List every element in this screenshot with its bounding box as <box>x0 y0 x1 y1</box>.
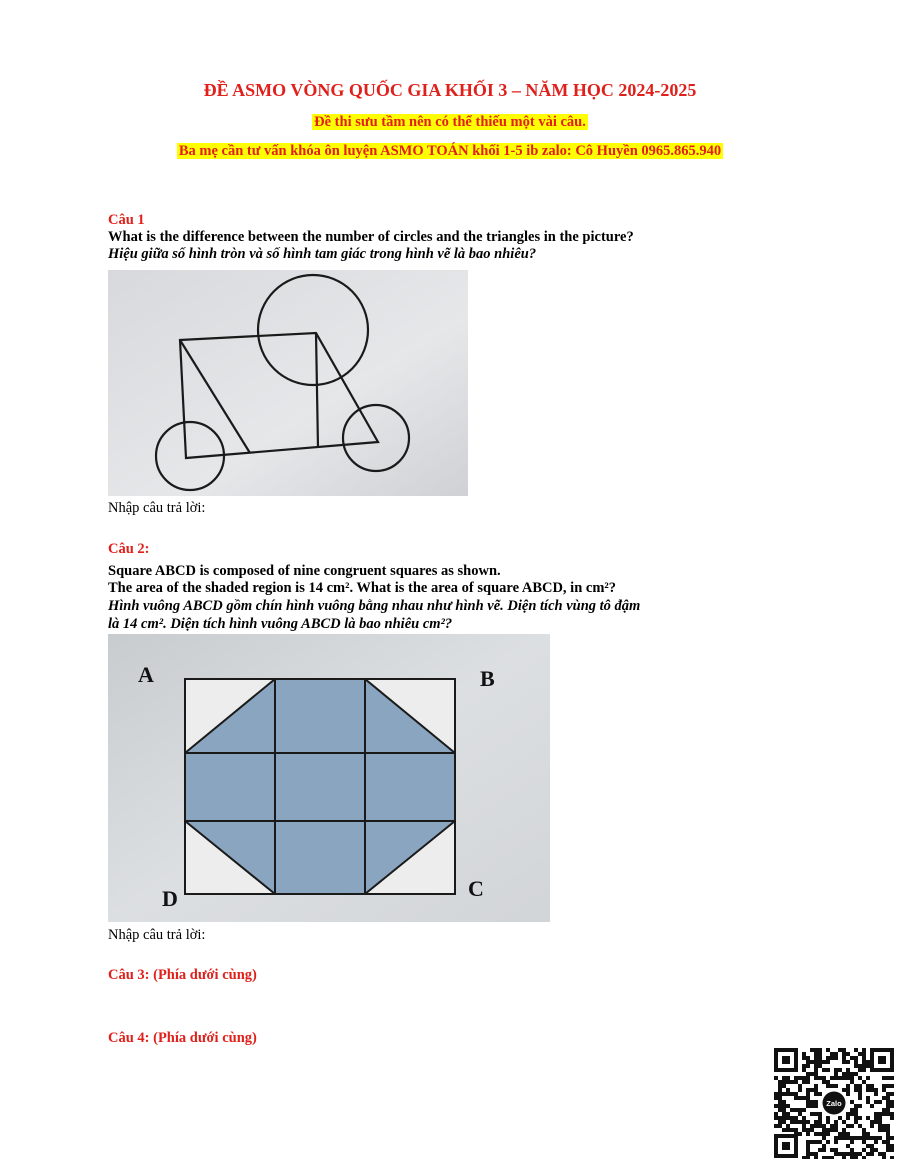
source-note-text: Đề thi sưu tầm nên có thể thiếu một vài câu. <box>314 114 586 130</box>
photo-background <box>108 270 468 496</box>
question-1-answer-label: Nhập câu trả lời: <box>108 500 206 516</box>
question-4-heading: Câu 4: (Phía dưới cùng) <box>108 1030 257 1046</box>
question-1-text-vi: Hiệu giữa số hình tròn và số hình tam giác trong hình vẽ là bao nhiêu? <box>108 246 537 262</box>
zalo-qr-code[interactable] <box>773 1047 895 1159</box>
question-3-heading: Câu 3: (Phía dưới cùng) <box>108 967 257 983</box>
vertex-label-b: B <box>480 666 495 691</box>
question-2-heading: Câu 2: <box>108 541 150 557</box>
square-abcd-diagram <box>108 634 550 922</box>
question-2-answer-label: Nhập câu trả lời: <box>108 927 206 943</box>
question-2-text-vi-1: Hình vuông ABCD gồm chín hình vuông bằng nhau như hình vẽ. Diện tích vùng tô đậm <box>108 598 641 614</box>
vertex-label-c: C <box>468 876 484 901</box>
question-2-text-en-1: Square ABCD is composed of nine congruent squares as shown. <box>108 563 501 579</box>
contact-note-text: Ba mẹ cần tư vấn khóa ôn luyện ASMO TOÁN khối 1-5 ib zalo: Cô Huyền 0965.865.940 <box>178 143 722 159</box>
vertex-label-a: A <box>138 662 154 687</box>
question-1-figure <box>108 270 468 496</box>
question-1-text-en: What is the difference between the number of circles and the triangles in the picture? <box>108 229 634 245</box>
page-title: ĐỀ ASMO VÒNG QUỐC GIA KHỐI 3 – NĂM HỌC 2024-2025 <box>203 80 697 100</box>
circles-triangles-diagram <box>108 270 468 496</box>
question-2-text-vi-2: là 14 cm². Diện tích hình vuông ABCD là bao nhiêu cm²? <box>108 616 453 632</box>
question-2-figure <box>108 634 550 922</box>
contact-note <box>0 143 900 160</box>
qr-pattern <box>773 1047 895 1159</box>
question-2-text-en-2: The area of the shaded region is 14 cm². What is the area of square ABCD, in cm²? <box>108 580 617 596</box>
question-1-heading: Câu 1 <box>108 212 145 228</box>
zalo-logo-text: Zalo <box>826 1099 842 1108</box>
vertex-label-d: D <box>162 886 178 911</box>
source-note <box>0 114 900 131</box>
